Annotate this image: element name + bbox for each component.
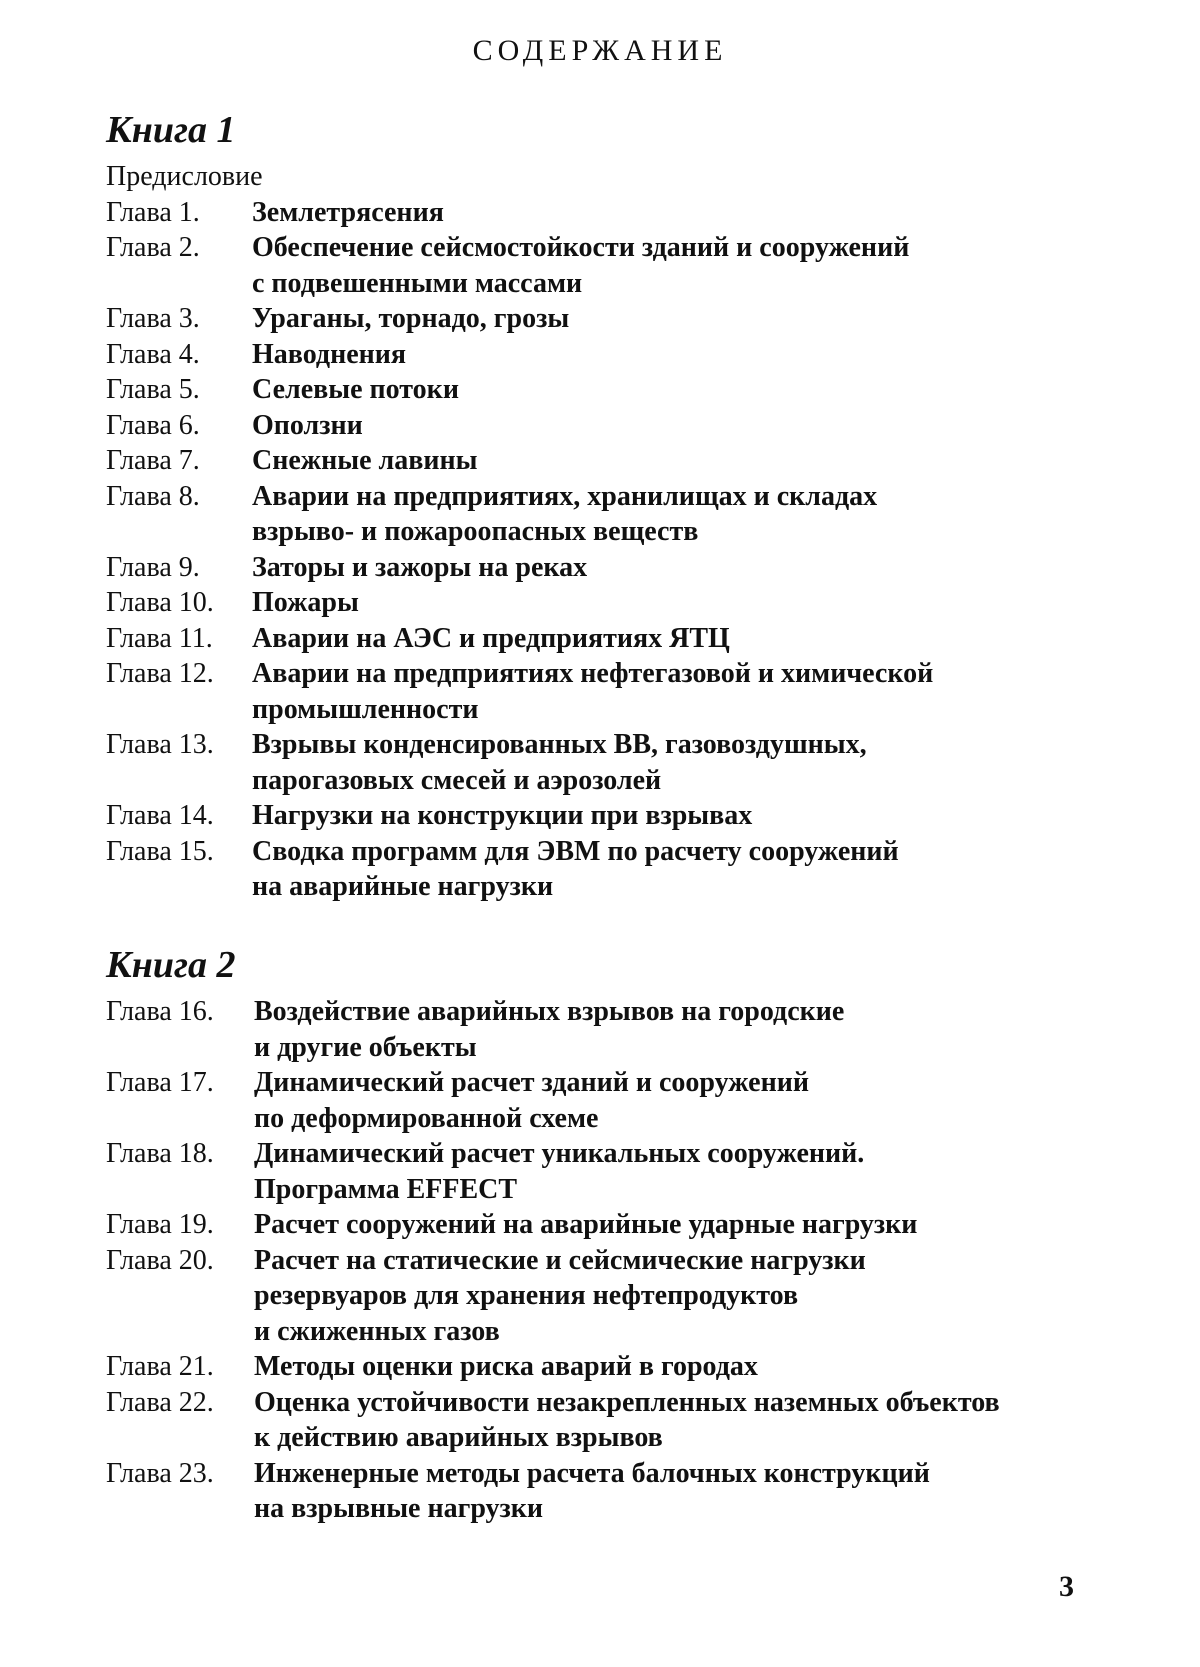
chapter-title: Инженерные методы расчета балочных конструкций на взрывные нагрузки [254, 1457, 930, 1524]
chapter-title: Расчет на статические и сейсмические нагрузки резервуаров для хранения нефтепродуктов и сжиженных газов [254, 1244, 866, 1347]
chapter-label: Глава 19. [106, 1209, 214, 1240]
page-number: 3 [1059, 1570, 1074, 1603]
chapter-title: Нагрузки на конструкции при взрывах [252, 800, 753, 831]
chapter-title: Землетрясения [252, 196, 444, 228]
chapter-title: Взрывы конденсированных ВВ, газовоздушных, парогазовых смесей и аэрозолей [252, 729, 867, 796]
toc-entry [106, 443, 1106, 479]
toc-entry [106, 798, 1106, 834]
chapter-label: Глава 7. [106, 445, 200, 476]
chapter-label: Глава 17. [106, 1067, 214, 1098]
chapter-label: Глава 13. [106, 729, 214, 760]
toc-entry [106, 550, 1106, 586]
toc-entry [106, 301, 1106, 337]
toc-entry [106, 1207, 1106, 1243]
chapter-label: Глава 8. [106, 480, 200, 512]
chapter-title: Оценка устойчивости незакрепленных наземных объектов к действию аварийных взрывов [254, 1386, 1000, 1453]
preface-label: Предисловие [106, 161, 263, 192]
chapter-title: Ураганы, торнадо, грозы [252, 303, 570, 334]
chapter-title: Аварии на предприятиях нефтегазовой и химической промышленности [252, 658, 934, 725]
chapter-title: Аварии на предприятиях, хранилищах и складах взрыво- и пожароопасных веществ [252, 480, 878, 547]
toc-entry [106, 1136, 1106, 1207]
toc-entry [106, 195, 1106, 231]
chapter-title: Динамический расчет зданий и сооружений по деформированной схеме [254, 1067, 809, 1134]
chapter-label: Глава 1. [106, 196, 200, 228]
book-1-heading: Книга 1 [106, 109, 236, 151]
chapter-label: Глава 23. [106, 1457, 214, 1489]
chapter-title: Расчет сооружений на аварийные ударные нагрузки [254, 1209, 918, 1240]
chapter-label: Глава 9. [106, 551, 200, 583]
chapter-label: Глава 12. [106, 658, 214, 689]
chapter-title: Динамический расчет уникальных сооружений. Программа EFFECT [254, 1138, 865, 1205]
chapter-title: Аварии на АЭС и предприятиях ЯТЦ [252, 622, 730, 654]
chapter-title: Селевые потоки [252, 374, 459, 405]
toc-entry [106, 1065, 1106, 1136]
toc-entry [106, 656, 1106, 727]
book-2-heading: Книга 2 [106, 944, 236, 986]
chapter-title: Сводка программ для ЭВМ по расчету сооружений на аварийные нагрузки [252, 835, 899, 902]
chapter-label: Глава 22. [106, 1386, 214, 1418]
chapter-title: Пожары [252, 587, 359, 618]
chapter-title: Снежные лавины [252, 445, 478, 476]
chapter-label: Глава 20. [106, 1244, 214, 1276]
chapter-title: Заторы и зажоры на реках [252, 551, 588, 583]
chapter-label: Глава 14. [106, 800, 214, 831]
toc-entry [106, 1385, 1106, 1456]
chapter-label: Глава 6. [106, 409, 200, 441]
toc-entry [106, 230, 1106, 301]
toc-entry [106, 479, 1106, 550]
toc-entry [106, 994, 1106, 1065]
toc-entry [106, 834, 1106, 905]
toc-entry [106, 337, 1106, 373]
toc-entry-preface [106, 159, 1106, 195]
chapter-title: Воздействие аварийных взрывов на городские и другие объекты [254, 996, 845, 1063]
chapter-label: Глава 4. [106, 338, 200, 370]
chapter-label: Глава 5. [106, 374, 200, 405]
book-2-section [106, 940, 1106, 1527]
toc-entry [106, 1349, 1106, 1385]
book-1-section [106, 105, 1106, 905]
chapter-label: Глава 10. [106, 587, 214, 618]
chapter-label: Глава 11. [106, 622, 213, 654]
toc-entry [106, 727, 1106, 798]
toc-entry [106, 372, 1106, 408]
book-1-chapter-list [106, 195, 1106, 905]
chapter-label: Глава 21. [106, 1351, 214, 1382]
book-2-chapter-list [106, 994, 1106, 1527]
chapter-title: Обеспечение сейсмостойкости зданий и сооружений с подвешенными массами [252, 232, 910, 299]
chapter-title: Методы оценки риска аварий в городах [254, 1351, 758, 1382]
page-title: СОДЕРЖАНИЕ [472, 34, 728, 67]
chapter-label: Глава 16. [106, 996, 214, 1027]
chapter-label: Глава 15. [106, 835, 214, 867]
toc-entry [106, 585, 1106, 621]
toc-entry [106, 408, 1106, 444]
toc-entry [106, 621, 1106, 657]
chapter-title: Оползни [252, 409, 363, 441]
toc-entry [106, 1456, 1106, 1527]
chapter-label: Глава 3. [106, 303, 200, 334]
chapter-label: Глава 2. [106, 232, 200, 263]
chapter-title: Наводнения [252, 338, 407, 370]
chapter-label: Глава 18. [106, 1138, 214, 1169]
toc-entry [106, 1243, 1106, 1350]
